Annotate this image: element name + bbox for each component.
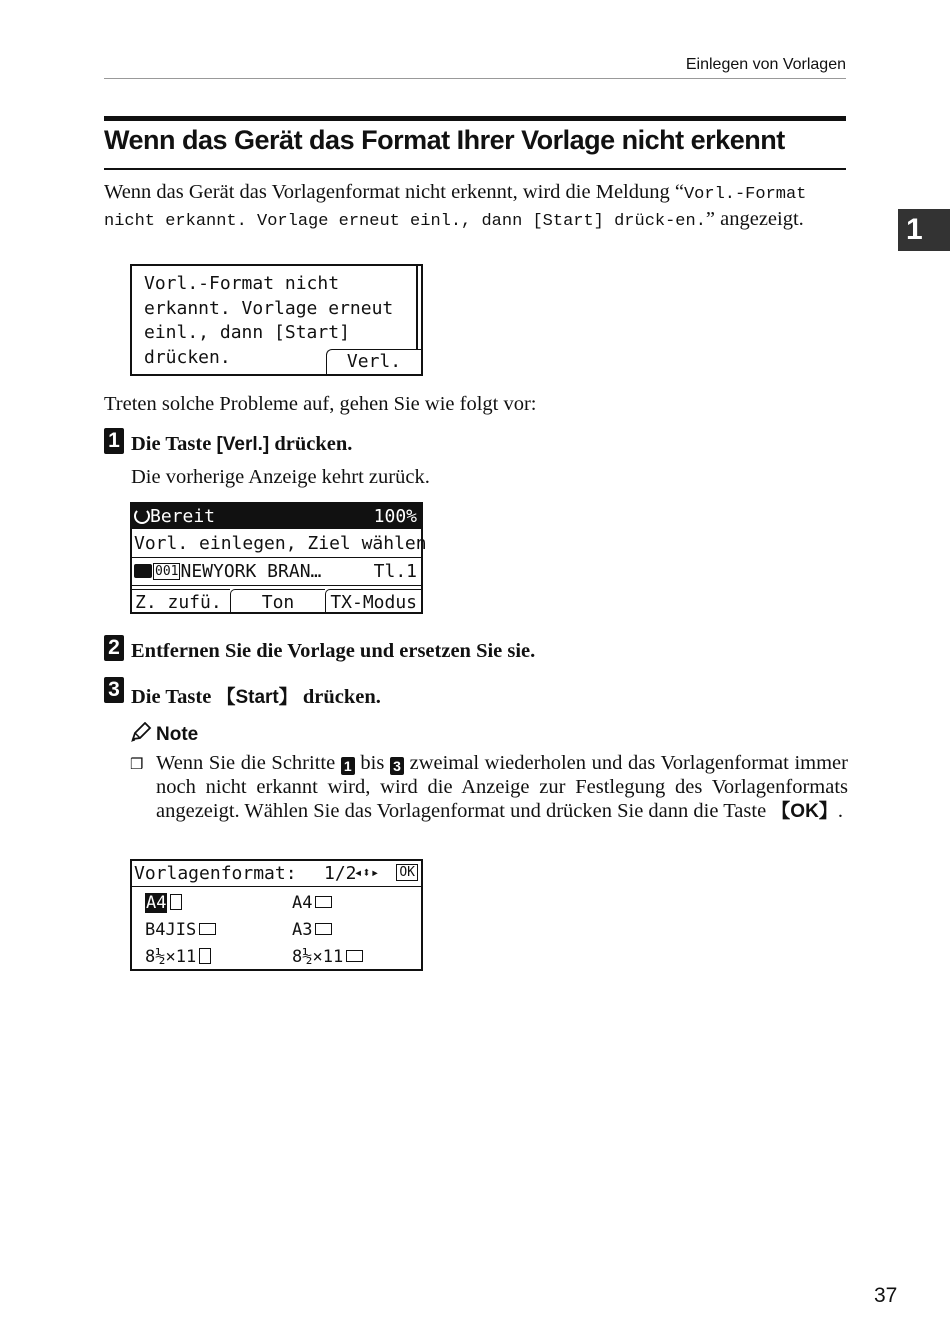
lcd-ok-button[interactable]: OK <box>396 864 418 881</box>
title-rule-top <box>104 116 846 121</box>
format-option-a3-landscape[interactable] <box>292 919 332 941</box>
format-option-a4-landscape[interactable] <box>292 892 332 914</box>
lcd-format-title: Vorlagenformat: <box>134 863 297 884</box>
note-bullet: ❒ <box>130 757 144 773</box>
lcd-format-page: 1/2 <box>324 863 357 884</box>
note-text <box>156 751 848 824</box>
lcd-dest-name: NEWYORK BRAN… <box>180 561 322 582</box>
intro-mono-message: Vorl.-Format nicht erkannt. Vorlage erneut einl., dann [Start] drück-en. <box>104 185 807 231</box>
step-number-2: 2 <box>104 635 124 661</box>
step-3-before: Die Taste <box>131 686 217 708</box>
header-rule <box>104 78 846 79</box>
step-3-text <box>131 682 381 709</box>
lcd-dest-tel: Tl.1 <box>373 561 417 582</box>
lcd-instruction: Vorl. einlegen, Ziel wählen <box>132 531 421 558</box>
softkey-z-zufue[interactable]: Z. zufü. <box>132 589 230 614</box>
scroll-arrows-icon[interactable]: ◂⬍▸ <box>354 865 380 881</box>
lcd-format-select <box>130 859 423 971</box>
format-label: 8½×11 <box>145 947 197 967</box>
step-1-result: Die vorherige Anzeige kehrt zurück. <box>131 466 430 488</box>
note-text-c: zweimal wiederholen und das Vorlagenformat immer noch nicht erkannt wird, wird die Anzeige zur Festlegung des Vorlagenformats angezeigt. Wählen Sie das Vorlagenformat und drücken Sie dann die Taste <box>156 752 848 822</box>
softkey-tx-modus[interactable]: TX-Modus <box>325 589 421 614</box>
step-1-before: Die Taste <box>131 433 217 455</box>
landscape-paper-icon <box>315 923 332 935</box>
start-key: 【Start】 <box>216 687 298 708</box>
chapter-tab: 1 <box>898 209 950 251</box>
step-number-1: 1 <box>104 428 124 454</box>
format-label: A4 <box>146 893 167 913</box>
landscape-paper-icon <box>199 923 216 935</box>
procedure-intro: Treten solche Probleme auf, gehen Sie wie folgt vor: <box>104 393 537 415</box>
lcd-format-header <box>132 861 421 887</box>
format-label: B4JIS <box>145 920 197 940</box>
fax-icon <box>134 564 152 578</box>
portrait-paper-icon <box>170 894 182 910</box>
running-header: Einlegen von Vorlagen <box>685 56 846 73</box>
softkey-ton[interactable]: Ton <box>230 589 326 614</box>
lcd-percent: 100% <box>373 506 417 527</box>
note-text-a: Wenn Sie die Schritte <box>156 752 341 774</box>
lcd-softkeys <box>132 589 421 614</box>
note-text-b: bis <box>354 752 390 774</box>
lcd-format-error <box>130 264 423 376</box>
lcd-verl-softkey[interactable]: Verl. <box>326 349 421 374</box>
pencil-icon <box>130 722 152 747</box>
format-label: 8½×11 <box>292 947 344 967</box>
format-option-letter-portrait[interactable] <box>145 946 211 968</box>
portrait-paper-icon <box>199 948 211 964</box>
format-option-letter-landscape[interactable] <box>292 946 363 968</box>
lcd-ready-screen <box>130 502 427 614</box>
intro-text-before: Wenn das Gerät das Vorlagenformat nicht erkennt, wird die Meldung “ <box>104 181 684 203</box>
lcd-error-message: Vorl.-Format nicht erkannt. Vorlage erneut einl., dann [Start] drücken. <box>144 273 394 368</box>
step-2-text: Entfernen Sie die Vorlage und ersetzen Sie sie. <box>131 640 536 662</box>
note-text-d: . <box>837 800 843 822</box>
intro-paragraph <box>104 180 846 234</box>
title-rule-bottom <box>104 168 846 170</box>
landscape-paper-icon <box>315 896 332 908</box>
step-3-after: drücken. <box>297 686 381 708</box>
page-number: 37 <box>874 1284 898 1307</box>
step-1-after: drücken. <box>269 433 353 455</box>
ok-key: 【OK】 <box>771 801 838 822</box>
format-option-b4jis-landscape[interactable] <box>145 919 216 941</box>
note-title: Note <box>156 724 199 745</box>
lcd-destination-row[interactable] <box>132 559 421 586</box>
lcd-status-bar <box>132 504 421 529</box>
lcd-dest-number: 001 <box>155 564 179 579</box>
lcd-status-text: Bereit <box>150 506 216 527</box>
power-icon <box>134 508 150 524</box>
format-option-a4-portrait[interactable] <box>145 892 182 914</box>
landscape-paper-icon <box>346 950 363 962</box>
page-title: Wenn das Gerät das Format Ihrer Vorlage nicht erkennt <box>104 125 785 155</box>
intro-text-after: ” angezeigt. <box>705 208 804 230</box>
step-number-3: 3 <box>104 677 124 703</box>
format-label: A4 <box>292 893 313 913</box>
note-step-ref-3: 3 <box>390 757 404 775</box>
format-label: A3 <box>292 920 313 940</box>
note-step-ref-1: 1 <box>341 757 355 775</box>
step-1-text <box>131 433 352 456</box>
verl-key: [Verl.] <box>216 434 270 455</box>
